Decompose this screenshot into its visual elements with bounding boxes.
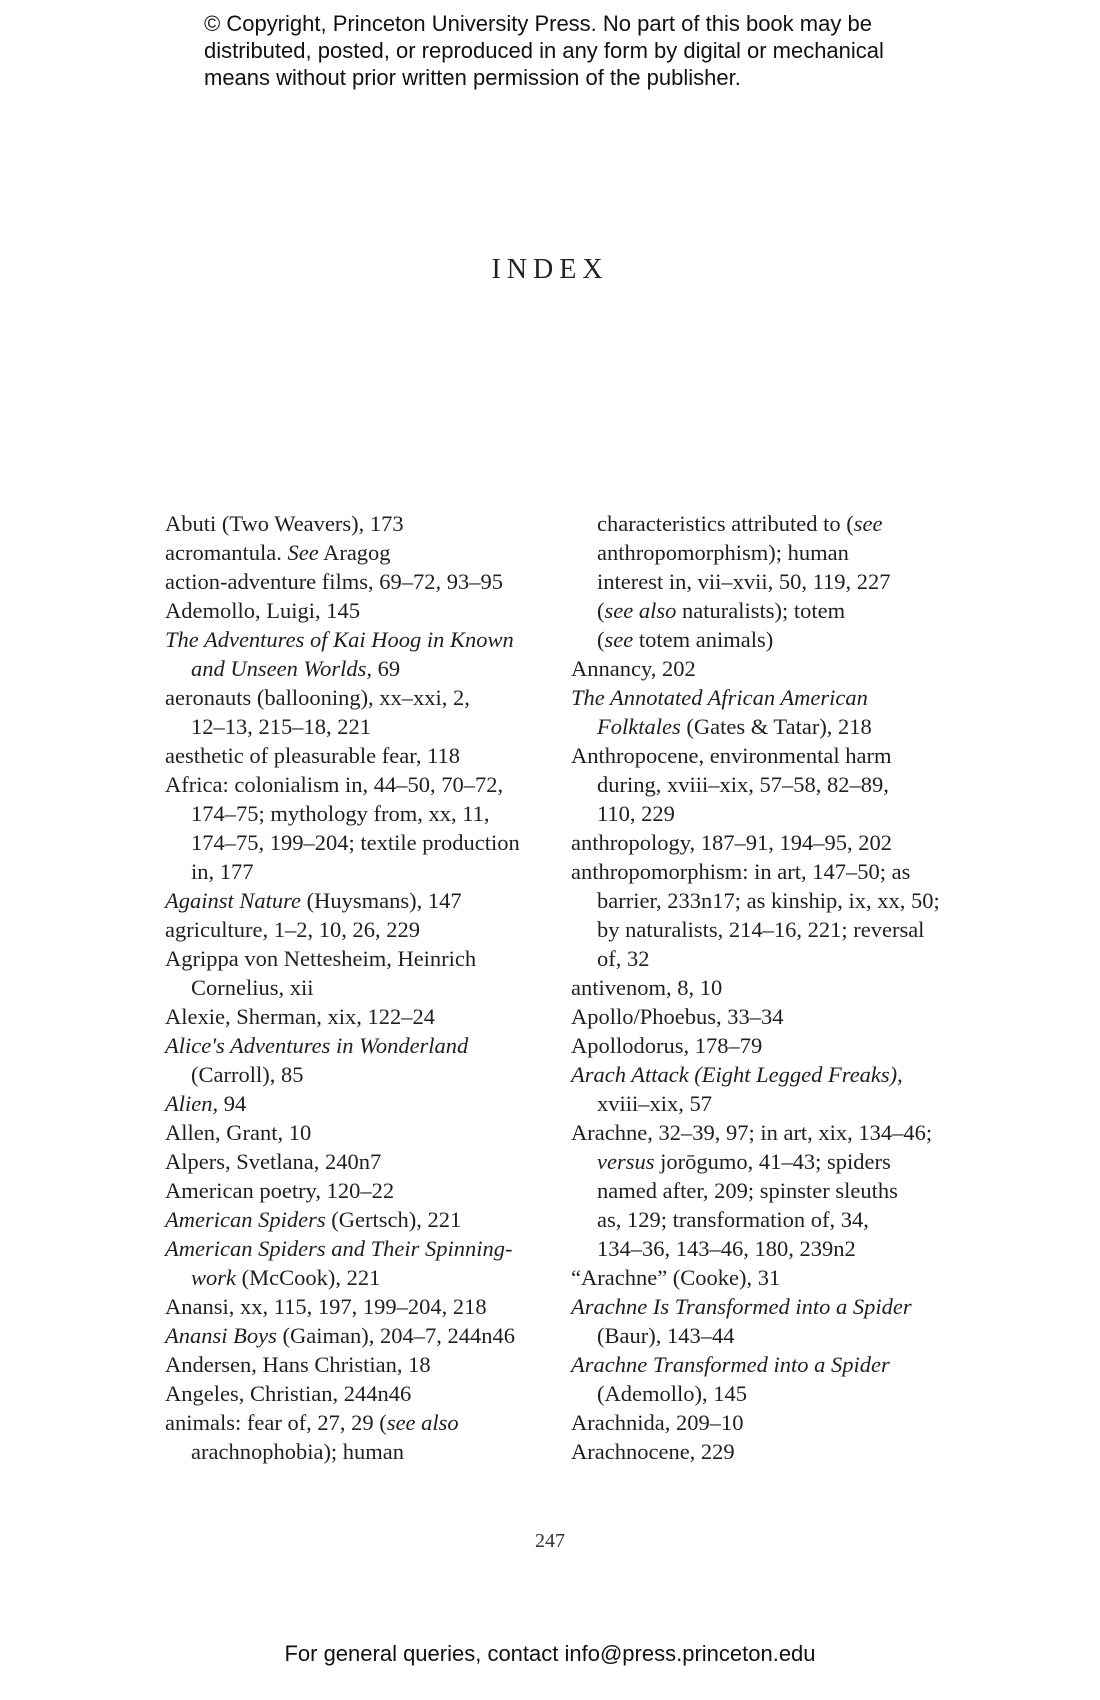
- index-entry: Arachnocene, 229: [571, 1439, 735, 1464]
- copyright-line: © Copyright, Princeton University Press. No part of this book may be: [204, 11, 872, 36]
- index-entry: Annancy, 202: [571, 656, 696, 681]
- index-entry: Apollo/Phoebus, 33–34: [571, 1004, 784, 1029]
- index-entry: The Adventures of Kai Hoog in Known and Unseen Worlds, 69: [165, 627, 514, 681]
- index-entry: American Spiders and Their Spinning- work (McCook), 221: [165, 1236, 513, 1290]
- index-entry: Against Nature (Huysmans), 147: [165, 888, 462, 913]
- index-entry: Alexie, Sherman, xix, 122–24: [165, 1004, 435, 1029]
- copyright-notice: [204, 10, 964, 91]
- index-entry: Angeles, Christian, 244n46: [165, 1381, 412, 1406]
- index-entry: Arach Attack (Eight Legged Freaks), xviii–xix, 57: [571, 1062, 903, 1116]
- index-entry: Abuti (Two Weavers), 173: [165, 511, 404, 536]
- index-entry: Ademollo, Luigi, 145: [165, 598, 360, 623]
- index-entry: Anansi Boys (Gaiman), 204–7, 244n46: [165, 1323, 515, 1348]
- index-entry: The Annotated African American Folktales (Gates & Tatar), 218: [571, 685, 872, 739]
- index-entry: Alice's Adventures in Wonderland (Carroll), 85: [165, 1033, 469, 1087]
- index-entry: Anthropocene, environmental harm during, xviii–xix, 57–58, 82–89, 110, 229: [571, 743, 892, 826]
- index-entry: Agrippa von Nettesheim, Heinrich Cornelius, xii: [165, 946, 477, 1000]
- index-entry-continued: characteristics attributed to (see anthropomorphism); human interest in, vii–xvii, 50, 119, 227 (see also naturalists); totem (see totem animals): [597, 511, 891, 652]
- contact-footer: For general queries, contact info@press.princeton.edu: [284, 1641, 816, 1666]
- index-entry: Arachne, 32–39, 97; in art, xix, 134–46; versus jorōgumo, 41–43; spiders named after, 209; spinster sleuths as, 129; transformation of, 34, 134–36, 143–46, 180, 239n2: [571, 1120, 933, 1261]
- index-entry: agriculture, 1–2, 10, 26, 229: [165, 917, 420, 942]
- index-entry: American poetry, 120–22: [165, 1178, 395, 1203]
- index-entry: Allen, Grant, 10: [165, 1120, 312, 1145]
- copyright-line: means without prior written permission of the publisher.: [204, 65, 741, 90]
- index-column-left: [165, 509, 555, 1466]
- page-number: 247: [535, 1530, 565, 1552]
- index-entry: anthropomorphism: in art, 147–50; as barrier, 233n17; as kinship, ix, xx, 50; by naturalists, 214–16, 221; reversal of, 32: [571, 859, 940, 971]
- copyright-line: distributed, posted, or reproduced in any form by digital or mechanical: [204, 38, 884, 63]
- index-entry: Arachne Is Transformed into a Spider (Baur), 143–44: [571, 1294, 912, 1348]
- index-entry: animals: fear of, 27, 29 (see also arachnophobia); human: [165, 1410, 459, 1464]
- index-entry: acromantula. See Aragog: [165, 540, 391, 565]
- index-entry: antivenom, 8, 10: [571, 975, 723, 1000]
- index-entry: Arachne Transformed into a Spider (Ademollo), 145: [571, 1352, 890, 1406]
- index-entry: Alpers, Svetlana, 240n7: [165, 1149, 382, 1174]
- index-entry: American Spiders (Gertsch), 221: [165, 1207, 462, 1232]
- index-entry: Africa: colonialism in, 44–50, 70–72, 174–75; mythology from, xx, 11, 174–75, 199–204; textile production in, 177: [165, 772, 520, 884]
- index-heading: INDEX: [491, 254, 609, 285]
- index-entry: aesthetic of pleasurable fear, 118: [165, 743, 460, 768]
- index-entry: Anansi, xx, 115, 197, 199–204, 218: [165, 1294, 487, 1319]
- index-entry: “Arachne” (Cooke), 31: [571, 1265, 781, 1290]
- index-column-right: [571, 509, 971, 1466]
- index-entry: Apollodorus, 178–79: [571, 1033, 763, 1058]
- index-entry: anthropology, 187–91, 194–95, 202: [571, 830, 893, 855]
- index-entry: action-adventure films, 69–72, 93–95: [165, 569, 504, 594]
- index-entry: aeronauts (ballooning), xx–xxi, 2, 12–13, 215–18, 221: [165, 685, 470, 739]
- index-entry: Andersen, Hans Christian, 18: [165, 1352, 431, 1377]
- index-entry: Arachnida, 209–10: [571, 1410, 744, 1435]
- index-entry: Alien, 94: [165, 1091, 247, 1116]
